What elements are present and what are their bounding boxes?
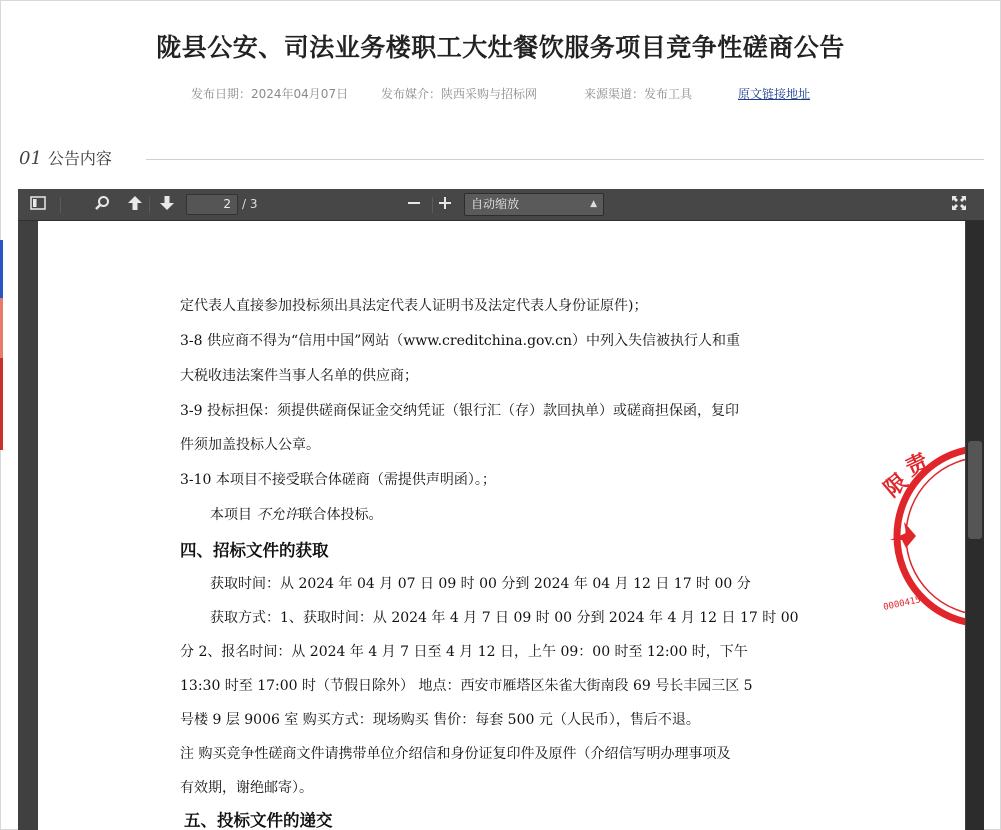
zoom-in-icon[interactable] — [434, 195, 456, 215]
page-number-input[interactable]: 2 — [186, 194, 238, 215]
svg-text:限: 限 — [879, 469, 913, 503]
fullscreen-icon[interactable] — [948, 195, 970, 215]
doc-line — [210, 504, 382, 524]
doc-line: 3-9 投标担保：须提供磋商保证金交纳凭证（银行汇（存）款回执单）或磋商担保函，复印 — [180, 403, 739, 419]
doc-heading: 五、投标文件的递交 — [184, 811, 333, 830]
sidebar-toggle-icon[interactable] — [27, 195, 49, 215]
section-number: 01 — [19, 148, 42, 169]
arrow-down-icon[interactable] — [156, 195, 178, 215]
arrow-up-icon[interactable] — [124, 195, 146, 215]
pdf-page — [38, 221, 965, 830]
publish-media: 发布媒介：陕西采购与招标网 — [381, 87, 538, 101]
toolbar-separator — [432, 197, 433, 213]
doc-line: 分 2、报名时间：从 2024 年 4 月 7 日至 4 月 12 日，上午 09：00 时至 12:00 时，下午 — [180, 644, 748, 660]
doc-line: 13:30 时至 17:00 时（节假日除外） 地点：西安市雁塔区朱雀大街南段 69 号长丰园三区 5 — [180, 678, 753, 694]
official-seal-stamp — [850, 436, 965, 636]
pdf-viewer — [18, 189, 984, 830]
search-icon[interactable] — [91, 195, 113, 215]
svg-text:00004157: 00004157 — [882, 594, 928, 613]
original-link[interactable]: 原文链接地址 — [738, 87, 811, 101]
doc-line: 获取时间：从 2024 年 04 月 07 日 09 时 00 分到 2024 年 04 月 12 日 17 时 00 分 — [210, 576, 751, 592]
doc-text: 本项目 — [210, 507, 252, 523]
zoom-select[interactable] — [464, 193, 604, 216]
doc-line: 件须加盖投标人公章。 — [180, 437, 320, 453]
doc-line: 获取方式：1、获取时间：从 2024 年 4 月 7 日 09 时 00 分到 2024 年 4 月 12 日 17 时 00 — [210, 610, 799, 626]
page-title: 陇县公安、司法业务楼职工大灶餐饮服务项目竞争性磋商公告 — [156, 33, 845, 62]
doc-italic-text: 不允许 — [256, 507, 299, 523]
svg-text:责: 责 — [901, 449, 933, 482]
publish-date: 发布日期：2024年04月07日 — [191, 87, 349, 101]
side-decoration-blue — [0, 240, 3, 298]
toolbar-separator — [149, 197, 150, 213]
doc-line: 3-8 供应商不得为“信用中国”网站（www.creditchina.gov.cn）中列入失信被执行人和重 — [180, 333, 741, 349]
doc-line: 大税收违法案件当事人名单的供应商； — [180, 368, 418, 384]
doc-line: 注 购买竞争性磋商文件请携带单位介绍信和身份证复印件及原件（介绍信写明办理事项及 — [180, 746, 731, 762]
section-divider — [146, 159, 984, 160]
section-heading — [19, 146, 112, 170]
pdf-toolbar — [18, 189, 984, 221]
side-decoration-salmon — [0, 298, 3, 358]
doc-line: 3-10 本项目不接受联合体磋商（需提供声明函）。； — [180, 472, 496, 488]
zoom-select-value: 自动缩放 — [471, 197, 520, 211]
doc-heading: 四、招标文件的获取 — [180, 541, 329, 560]
doc-text: 联合体投标。 — [298, 507, 383, 523]
doc-line: 号楼 9 层 9006 室 购买方式：现场购买 售价：每套 500 元（人民币），售后不退。 — [180, 712, 700, 728]
page-total: / 3 — [242, 197, 258, 211]
pdf-scrollbar-thumb[interactable] — [968, 441, 982, 539]
side-decoration-red — [0, 358, 3, 450]
section-title: 公告内容 — [47, 149, 112, 168]
source-channel: 来源渠道：发布工具 — [584, 87, 693, 101]
toolbar-separator — [60, 197, 61, 213]
zoom-out-icon[interactable] — [403, 195, 425, 215]
doc-line: 定代表人直接参加投标须出具法定代表人证明书及法定代表人身份证原件)； — [180, 298, 648, 314]
select-arrows-icon: ▲ — [590, 199, 597, 209]
doc-line: 有效期，谢绝邮寄）。 — [180, 780, 313, 796]
